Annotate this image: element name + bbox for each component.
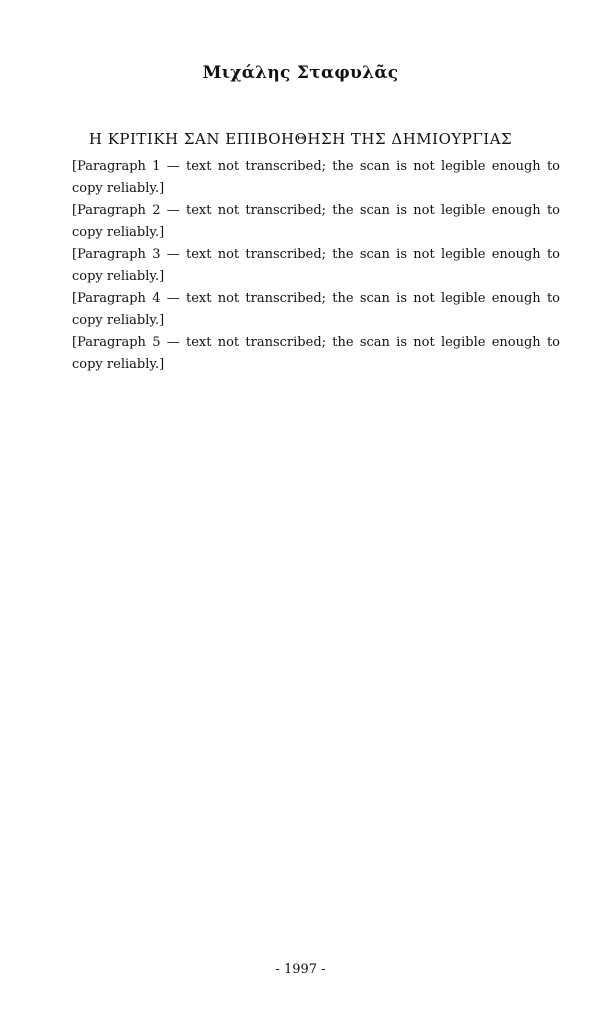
paragraph: [Paragraph 2 — text not transcribed; the scan is not legible enough to copy reliably.] — [72, 203, 560, 240]
article-title: Η ΚΡΙΤΙΚΗ ΣΑΝ ΕΠΙΒΟΗΘΗΣΗ ΤΗΣ ΔΗΜΙΟΥΡΓΙΑΣ — [88, 130, 513, 148]
paragraph: [Paragraph 3 — text not transcribed; the scan is not legible enough to copy reliably.] — [72, 247, 560, 284]
paragraph: [Paragraph 1 — text not transcribed; the scan is not legible enough to copy reliably.] — [72, 159, 560, 196]
paragraph: [Paragraph 5 — text not transcribed; the scan is not legible enough to copy reliably.] — [72, 335, 560, 372]
author-name: Μιχάλης Σταφυλᾶς — [202, 63, 399, 83]
page-number: - 1997 - — [275, 962, 326, 977]
paragraph: [Paragraph 4 — text not transcribed; the scan is not legible enough to copy reliably.] — [72, 291, 560, 328]
article-body — [72, 156, 560, 376]
